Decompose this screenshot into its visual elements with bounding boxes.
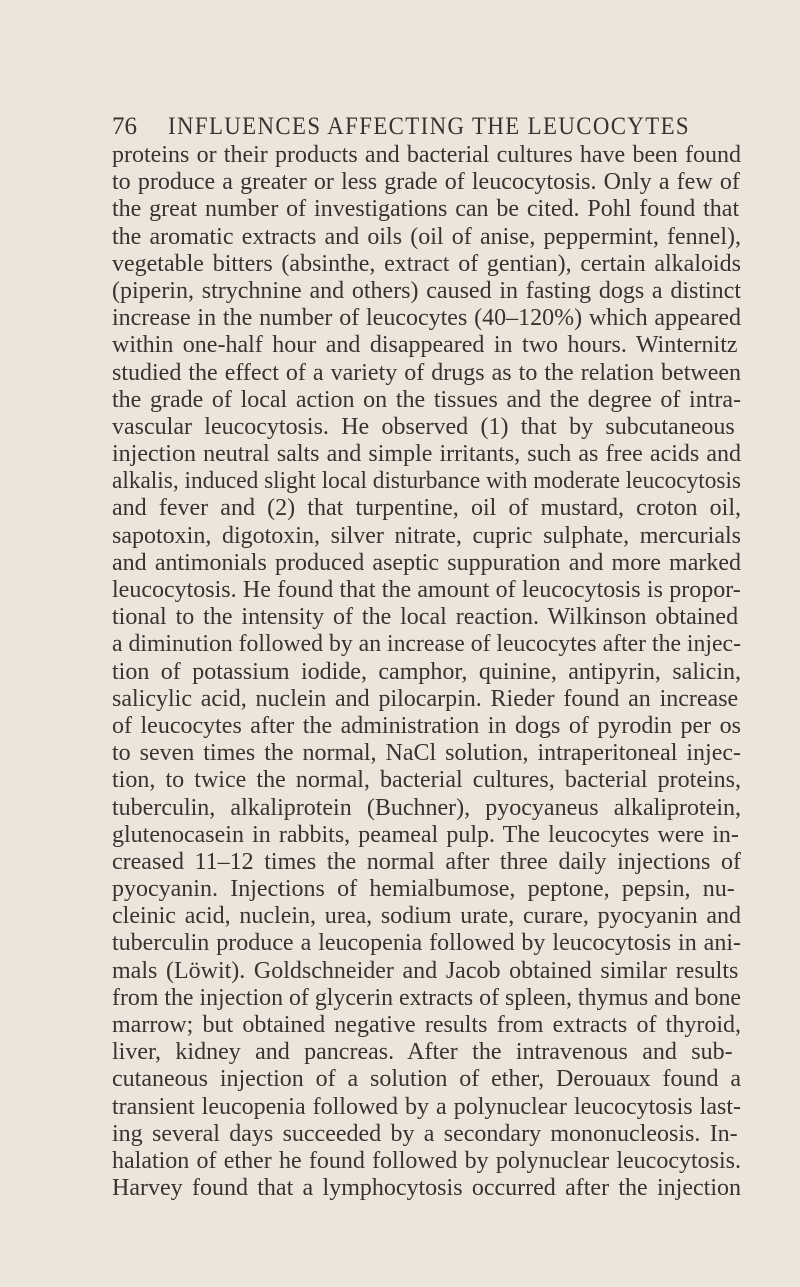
text-line xyxy=(112,631,741,658)
text-line xyxy=(112,659,741,686)
text-line xyxy=(112,224,741,251)
text-line-content: increase in the number of leucocytes (40–120%) which appeared xyxy=(112,305,741,332)
text-line xyxy=(112,985,741,1012)
text-line-content: and antimonials produced aseptic suppuration and more marked xyxy=(112,549,741,576)
text-line xyxy=(112,1094,741,1121)
text-line xyxy=(112,903,741,930)
text-line xyxy=(112,305,741,332)
text-line-content: pyocyanin. Injections of hemialbumose, peptone, pepsin, nu- xyxy=(112,876,735,903)
text-line xyxy=(112,713,741,740)
text-line xyxy=(112,550,741,577)
text-line-content: vegetable bitters (absinthe, extract of gentian), certain alkaloids xyxy=(112,250,741,277)
text-line xyxy=(112,278,741,305)
text-line xyxy=(112,360,741,387)
text-line-content: halation of ether he found followed by polynuclear leucocytosis. xyxy=(112,1147,741,1174)
text-line-content: salicylic acid, nuclein and pilocarpin. Rieder found an increase xyxy=(112,685,739,712)
text-line-content: transient leucopenia followed by a polynuclear leucocytosis last- xyxy=(112,1093,741,1120)
text-line-content: glutenocasein in rabbits, peameal pulp. The leucocytes were in- xyxy=(112,821,739,848)
text-line xyxy=(112,795,741,822)
text-line xyxy=(112,1148,741,1175)
text-line-content: the great number of investigations can be cited. Pohl found that xyxy=(112,196,740,223)
text-line xyxy=(112,740,741,767)
text-line xyxy=(112,958,741,985)
text-line xyxy=(112,1175,741,1202)
text-line-content: mals (Löwit). Goldschneider and Jacob obtained similar results xyxy=(112,957,739,984)
text-line xyxy=(112,387,741,414)
text-line-content: alkalis, induced slight local disturbance with moderate leucocytosis xyxy=(112,468,741,495)
text-line-content: the grade of local action on the tissues and the degree of intra- xyxy=(112,386,741,413)
text-line xyxy=(112,1012,741,1039)
text-line-content: from the injection of glycerin extracts of spleen, thymus and bone xyxy=(112,984,741,1011)
text-line-content: sapotoxin, digotoxin, silver nitrate, cupric sulphate, mercurials xyxy=(112,522,741,549)
text-line xyxy=(112,523,741,550)
text-line-content: liver, kidney and pancreas. After the intravenous and sub- xyxy=(112,1039,733,1066)
text-line-content: and fever and (2) that turpentine, oil of mustard, croton oil, xyxy=(112,495,741,522)
text-line-content: Harvey found that a lymphocytosis occurred after the injection xyxy=(112,1175,741,1202)
text-line xyxy=(112,142,741,169)
text-line xyxy=(112,332,741,359)
text-line xyxy=(112,822,741,849)
text-line xyxy=(112,849,741,876)
text-line xyxy=(112,251,741,278)
text-line xyxy=(112,196,741,223)
text-line xyxy=(112,414,741,441)
text-line xyxy=(112,604,741,631)
running-header xyxy=(112,110,741,144)
text-line-content: studied the effect of a variety of drugs as to the relation between xyxy=(112,359,741,386)
text-line-content: proteins or their products and bacterial cultures have been found xyxy=(112,142,741,168)
text-line-content: tuberculin produce a leucopenia followed by leucocytosis in ani- xyxy=(112,930,741,957)
text-line-content: a diminution followed by an increase of leucocytes after the injec- xyxy=(112,631,741,658)
text-line-content: the aromatic extracts and oils (oil of anise, peppermint, fennel), xyxy=(112,223,741,250)
text-line-content: marrow; but obtained negative results from extracts of thyroid, xyxy=(112,1012,741,1038)
text-line-content: of leucocytes after the administration in dogs of pyrodin per os xyxy=(112,712,741,739)
page-number: 76 xyxy=(112,113,137,140)
body-text xyxy=(112,142,741,1202)
running-title: INFLUENCES AFFECTING THE LEUCOCYTES xyxy=(168,113,690,140)
text-line-content: vascular leucocytosis. He observed (1) that by subcutaneous xyxy=(112,413,735,440)
text-line-content: to seven times the normal, NaCl solution, intraperitoneal injec- xyxy=(112,740,741,767)
text-line xyxy=(112,767,741,794)
text-line xyxy=(112,930,741,957)
text-line-content: tion of potassium iodide, camphor, quinine, antipyrin, salicin, xyxy=(112,658,741,685)
text-line xyxy=(112,441,741,468)
text-line xyxy=(112,1039,741,1066)
text-line-content: creased 11–12 times the normal after three daily injections of xyxy=(112,848,741,875)
text-line-content: cutaneous injection of a solution of ether, Derouaux found a xyxy=(112,1066,741,1093)
text-line xyxy=(112,495,741,522)
text-line xyxy=(112,577,741,604)
text-line xyxy=(112,876,741,903)
text-line xyxy=(112,468,741,495)
text-line xyxy=(112,169,741,196)
text-line xyxy=(112,1121,741,1148)
text-line-content: tuberculin, alkaliprotein (Buchner), pyocyaneus alkaliprotein, xyxy=(112,794,741,821)
text-line-content: ing several days succeeded by a secondary mononucleosis. In- xyxy=(112,1120,738,1147)
text-line-content: within one-half hour and disappeared in two hours. Winternitz xyxy=(112,332,738,359)
text-line-content: to produce a greater or less grade of leucocytosis. Only a few of xyxy=(112,169,740,196)
text-line xyxy=(112,1066,741,1093)
text-line-content: tional to the intensity of the local reaction. Wilkinson obtained xyxy=(112,604,739,631)
text-line-content: leucocytosis. He found that the amount of leucocytosis is propor- xyxy=(112,577,741,603)
text-line-content: tion, to twice the normal, bacterial cultures, bacterial proteins, xyxy=(112,767,741,794)
text-line xyxy=(112,686,741,713)
text-line-content: injection neutral salts and simple irritants, such as free acids and xyxy=(112,441,741,468)
text-line-content: cleinic acid, nuclein, urea, sodium urate, curare, pyocyanin and xyxy=(112,903,741,930)
text-line-content: (piperin, strychnine and others) caused in fasting dogs a distinct xyxy=(112,277,741,304)
